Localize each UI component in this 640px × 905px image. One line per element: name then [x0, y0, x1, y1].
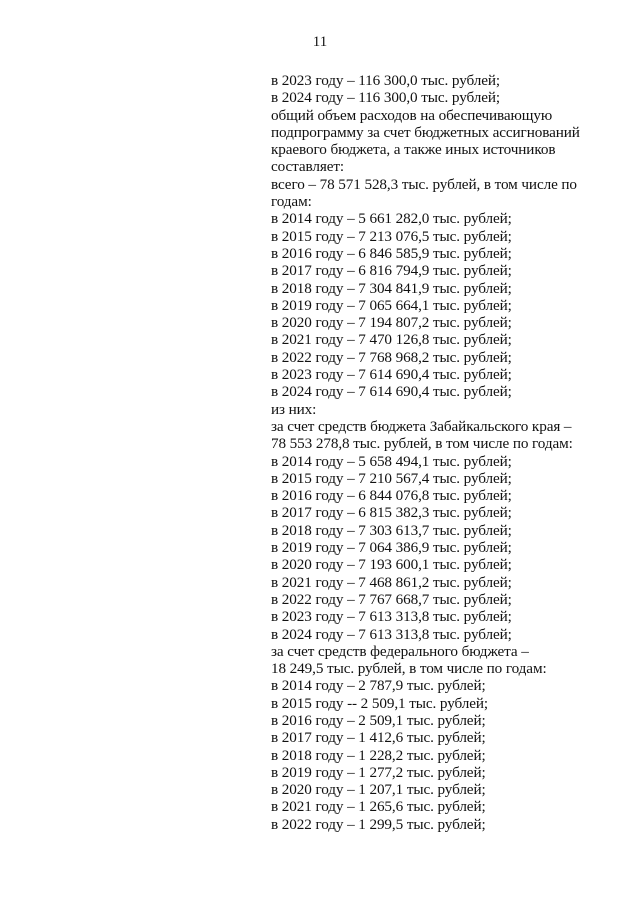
text-line: в 2023 году – 7 614 690,4 тыс. рублей;	[271, 366, 512, 384]
text-line: в 2023 году – 116 300,0 тыс. рублей;	[271, 72, 501, 89]
text-line: в 2021 году – 7 468 861,2 тыс. рублей;	[271, 573, 512, 591]
text-line: в 2018 году – 7 304 841,9 тыс. рублей;	[271, 279, 512, 297]
text-line: из них:	[271, 400, 317, 418]
text-line: в 2024 году – 7 614 690,4 тыс. рублей;	[271, 383, 512, 401]
text-line: в 2017 году – 6 816 794,9 тыс. рублей;	[271, 262, 512, 280]
text-line: в 2023 году – 7 613 313,8 тыс. рублей;	[271, 608, 512, 626]
text-line: в 2020 году – 7 193 600,1 тыс. рублей;	[271, 556, 512, 574]
text-line: в 2017 году – 6 815 382,3 тыс. рублей;	[271, 504, 512, 522]
text-line: в 2015 году – 7 210 567,4 тыс. рублей;	[271, 469, 512, 487]
text-line: в 2019 году – 7 065 664,1 тыс. рублей;	[271, 296, 512, 314]
text-line: всего – 78 571 528,3 тыс. рублей, в том числе по	[271, 175, 577, 193]
text-line: в 2021 году – 7 470 126,8 тыс. рублей;	[271, 331, 512, 349]
text-line: в 2015 году – 7 213 076,5 тыс. рублей;	[271, 227, 512, 245]
text-line: в 2016 году – 2 509,1 тыс. рублей;	[271, 711, 486, 729]
text-line: в 2017 году – 1 412,6 тыс. рублей;	[271, 729, 486, 747]
text-line: в 2022 году – 7 767 668,7 тыс. рублей;	[271, 590, 512, 608]
text-line: общий объем расходов на обеспечивающую	[271, 106, 553, 124]
text-line: в 2024 году – 116 300,0 тыс. рублей;	[271, 89, 501, 107]
text-line: в 2020 году – 1 207,1 тыс. рублей;	[271, 781, 486, 799]
text-line: в 2016 году – 6 844 076,8 тыс. рублей;	[271, 487, 512, 505]
text-line: краевого бюджета, а также иных источников	[271, 141, 556, 159]
text-line: в 2024 году – 7 613 313,8 тыс. рублей;	[271, 625, 512, 643]
text-line: 18 249,5 тыс. рублей, в том числе по годам:	[271, 660, 547, 678]
text-line: за счет средств федерального бюджета –	[271, 642, 529, 660]
text-line: в 2018 году – 1 228,2 тыс. рублей;	[271, 746, 486, 764]
text-line: составляет:	[271, 158, 345, 176]
text-line: в 2014 году – 5 658 494,1 тыс. рублей;	[271, 452, 512, 470]
text-line: годам:	[271, 193, 312, 211]
text-line: в 2022 году – 1 299,5 тыс. рублей;	[271, 815, 486, 833]
text-line: за счет средств бюджета Забайкальского края –	[271, 417, 572, 435]
document-text-block	[271, 72, 601, 833]
text-line: в 2020 году – 7 194 807,2 тыс. рублей;	[271, 314, 512, 332]
text-line: в 2018 году – 7 303 613,7 тыс. рублей;	[271, 521, 512, 539]
text-line: подпрограмму за счет бюджетных ассигнований	[271, 123, 580, 141]
text-line: в 2021 году – 1 265,6 тыс. рублей;	[271, 798, 486, 816]
text-line: в 2016 году – 6 846 585,9 тыс. рублей;	[271, 244, 512, 262]
text-line: в 2014 году – 5 661 282,0 тыс. рублей;	[271, 210, 512, 228]
text-line: в 2019 году – 1 277,2 тыс. рублей;	[271, 763, 486, 781]
text-line: в 2019 году – 7 064 386,9 тыс. рублей;	[271, 539, 512, 557]
page-number: 11	[312, 34, 328, 50]
text-line: 78 553 278,8 тыс. рублей, в том числе по годам:	[271, 435, 573, 453]
text-line: в 2015 году -- 2 509,1 тыс. рублей;	[271, 694, 489, 712]
text-line: в 2022 году – 7 768 968,2 тыс. рублей;	[271, 348, 512, 366]
text-line: в 2014 году – 2 787,9 тыс. рублей;	[271, 677, 486, 695]
